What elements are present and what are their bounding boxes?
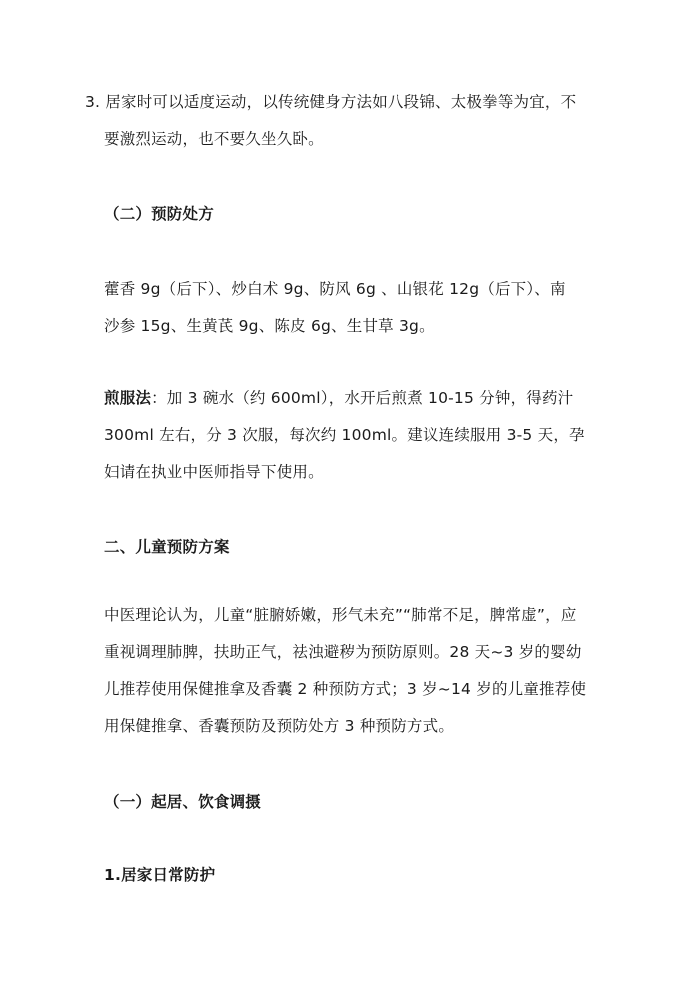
children-theory-line-3: 儿推荐使用保健推拿及香囊 2 种预防方式；3 岁~14 岁的儿童推荐使 bbox=[104, 680, 587, 698]
daily-regimen-heading: （一）起居、饮食调摄 bbox=[104, 793, 262, 811]
children-theory-line-2: 重视调理肺脾，扶助正气，祛浊避秽为预防原则。28 天~3 岁的婴幼 bbox=[104, 643, 582, 661]
item3-line-2: 要激烈运动，也不要久坐久卧。 bbox=[104, 130, 324, 148]
decoction-line-1-text: ：加 3 碗水（约 600ml），水开后煎煮 10-15 分钟，得药汁 bbox=[151, 389, 574, 407]
herbs-line-2: 沙参 15g、生黄芪 9g、陈皮 6g、生甘草 3g。 bbox=[104, 317, 435, 335]
prevention-rx-heading: （二）预防处方 bbox=[104, 205, 214, 223]
children-section-heading: 二、儿童预防方案 bbox=[104, 538, 230, 556]
children-theory-line-1: 中医理论认为，儿童“脏腑娇嫩，形气未充”“肺常不足，脾常虚”，应 bbox=[104, 606, 577, 624]
children-theory-line-4: 用保健推拿、香囊预防及预防处方 3 种预防方式。 bbox=[104, 717, 455, 735]
item3-line-1: 3. 居家时可以适度运动，以传统健身方法如八段锦、太极拳等为宜，不 bbox=[85, 93, 577, 111]
herbs-line-1: 藿香 9g（后下）、炒白术 9g、防风 6g 、山银花 12g（后下）、南 bbox=[104, 280, 566, 298]
decoction-line-3: 妇请在执业中医师指导下使用。 bbox=[104, 463, 324, 481]
decoction-label: 煎服法 bbox=[104, 389, 152, 407]
decoction-line-2: 300ml 左右，分 3 次服，每次约 100ml。建议连续服用 3-5 天，孕 bbox=[104, 426, 585, 444]
home-protection-heading: 1.居家日常防护 bbox=[104, 866, 216, 884]
decoction-line-1 bbox=[104, 388, 573, 408]
